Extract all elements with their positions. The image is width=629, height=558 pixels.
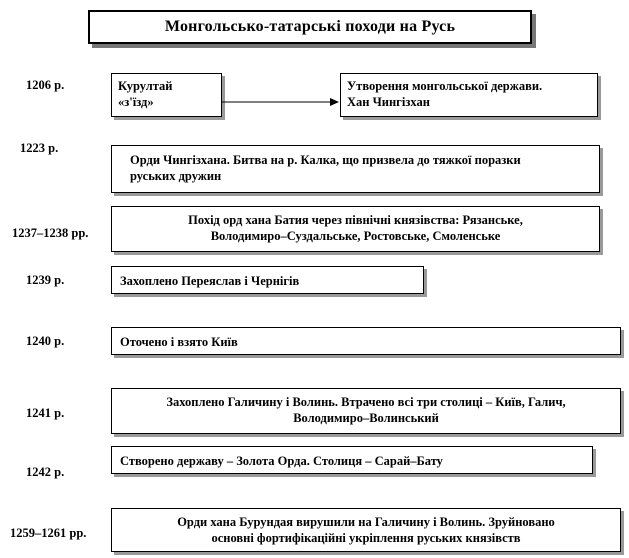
year-label-1259-1261: 1259–1261 рр. <box>10 526 87 540</box>
event-text-line: Захоплено Переяслав і Чернігів <box>120 274 300 288</box>
event-text-line: Володимиро–Суздальське, Ростовське, Смоленське <box>210 229 501 243</box>
event-box-1242 <box>111 446 593 474</box>
event-text-line: «з'їзд» <box>118 95 154 109</box>
event-text-line: основні фортифікаційні укріплення руських князівств <box>211 531 521 545</box>
year-label-1241: 1241 р. <box>26 406 65 420</box>
event-text-line: Орди хана Бурундая вирушили на Галичину і Волинь. Зруйновано <box>177 515 555 529</box>
event-box-1237-1238 <box>111 206 600 252</box>
event-text-line: Похід орд хана Батия через північні князівства: Рязанське, <box>188 213 523 227</box>
result-text-line: Утворення монгольської держави. <box>347 79 543 93</box>
event-text-line: Створено державу – Золота Орда. Столиця – Сарай–Бату <box>120 454 443 468</box>
event-box-1223 <box>111 145 600 193</box>
event-text-line: Курултай <box>118 79 173 93</box>
year-label-1223: 1223 р. <box>20 141 59 155</box>
event-box-1240 <box>111 327 621 355</box>
event-text-line: Оточено і взято Київ <box>120 335 238 349</box>
result-box-mongol-state <box>340 73 598 117</box>
event-box-1259-1261 <box>111 508 621 552</box>
event-box-1241 <box>111 388 621 434</box>
event-text-line: руських дружин <box>130 169 222 183</box>
year-label-1237-1238: 1237–1238 рр. <box>12 226 89 240</box>
year-label-1242: 1242 р. <box>26 465 65 479</box>
event-text-line: Володимиро–Волинський <box>293 411 439 425</box>
arrow-connector <box>222 92 342 112</box>
event-text-line: Орди Чингізхана. Битва на р. Калка, що призвела до тяжкої поразки <box>130 153 521 167</box>
diagram-title-text: Монгольсько-татарські походи на Русь <box>164 18 456 35</box>
event-box-1239 <box>111 266 424 294</box>
event-text-line: Захоплено Галичину і Волинь. Втрачено всі три столиці – Київ, Галич, <box>166 395 566 409</box>
diagram-title <box>88 10 532 44</box>
year-label-1240: 1240 р. <box>26 334 65 348</box>
year-label-1206: 1206 р. <box>26 78 65 92</box>
year-label-1239: 1239 р. <box>26 273 65 287</box>
event-box-1206 <box>111 73 222 117</box>
result-text-line: Хан Чингізхан <box>347 95 430 109</box>
